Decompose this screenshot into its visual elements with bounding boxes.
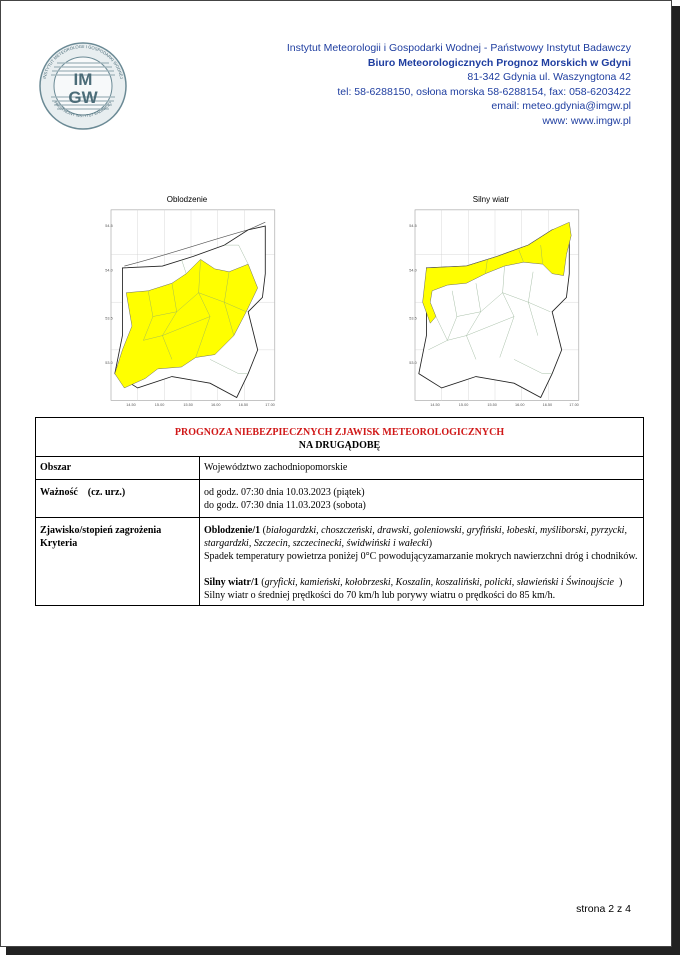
- lat-label: 54.0: [409, 268, 417, 273]
- validity-to: do godz. 07:30 dnia 11.03.2023 (sobota): [204, 500, 366, 511]
- phenomenon-2-counties: gryficki, kamieński, kołobrzeski, Koszalin, koszaliński, policki, sławieński i Świnoujście: [264, 577, 614, 588]
- lon-label: 16.50: [238, 403, 249, 407]
- phenomenon-2-name: Silny wiatr/1: [204, 577, 259, 588]
- area-value: Województwo zachodniopomorskie: [200, 457, 644, 480]
- institution-header: [287, 41, 631, 129]
- map-title-icing: Oblodzenie: [166, 195, 208, 204]
- header-institute: Instytut Meteorologii i Gospodarki Wodnej - Państwowy Instytut Badawczy: [286, 42, 631, 54]
- forecast-title-line1: PROGNOZA NIEBEZPIECZNYCH ZJAWISK METEOROLOGICZNYCH: [174, 427, 505, 438]
- map-wind: [405, 207, 585, 407]
- lon-label: 16.00: [211, 403, 221, 407]
- lon-label: 15.00: [154, 403, 165, 407]
- validity-label: Ważność: [40, 487, 78, 498]
- lon-label: 15.50: [183, 403, 193, 407]
- lon-label: 15.00: [458, 403, 469, 407]
- lat-label: 54.0: [105, 268, 113, 273]
- phenomenon-label-cell: [36, 518, 200, 606]
- page-shadow-right: [672, 6, 680, 952]
- phenomenon-1: Oblodzenie/1 (białogardzki, choszczeński, drawski, goleniowski, gryfiński, łobeski, myśliborski, pyrzycki, stargardzki, Szczecin, szczecinecki, świdwiński i wałecki): [204, 525, 627, 549]
- lat-label: 53.5: [409, 316, 417, 321]
- validity-from: od godz. 07:30 dnia 10.03.2023 (piątek): [204, 487, 365, 498]
- imgw-logo: [35, 41, 131, 131]
- phenomenon-2: Silny wiatr/1 (gryficki, kamieński, kołobrzeski, Koszalin, koszaliński, policki, sławieński i Świnoujście ): [204, 577, 623, 588]
- criteria-label: Kryteria: [40, 538, 78, 549]
- forecast-table: [35, 417, 644, 606]
- phenomenon-details: [200, 518, 644, 606]
- logo-text-bottom: GW: [68, 88, 98, 107]
- logo-ring-text: INSTYTUT METEOROLOGII I GOSPODARKI WODNEJ: [41, 43, 125, 80]
- phenomenon-2-desc: Silny wiatr o średniej prędkości do 70 km/h lub porywy wiatru o prędkości do 85 km/h.: [204, 590, 556, 601]
- page-shadow-bottom: [6, 947, 680, 955]
- header-phone: tel: 58-6288150, osłona morska 58-6288154, fax: 058-6203422: [337, 85, 631, 98]
- header-www[interactable]: www: www.imgw.pl: [542, 114, 631, 127]
- lat-label: 53.5: [105, 316, 113, 321]
- forecast-title-line2: NA DRUGĄDOBĘ: [298, 440, 381, 451]
- phenomenon-1-name: Oblodzenie/1: [204, 525, 261, 536]
- lat-label: 53.0: [105, 361, 113, 366]
- validity-label-cell: [36, 480, 200, 518]
- header-address: 81-342 Gdynia ul. Waszyngtona 42: [467, 71, 631, 84]
- phenomenon-1-desc: Spadek temperatury powietrza poniżej 0°C powodującyzamarzanie mokrych nawierzchni dróg i chodników.: [204, 551, 638, 562]
- forecast-title: [36, 418, 644, 457]
- lat-label: 54.5: [105, 224, 113, 228]
- lon-label: 17.00: [265, 403, 275, 407]
- lat-label: 53.0: [409, 361, 417, 366]
- map-icing: [101, 207, 281, 407]
- area-label: Obszar: [36, 457, 200, 480]
- logo-text-top: IM: [73, 70, 93, 89]
- map-title-wind: Silny wiatr: [472, 195, 510, 204]
- lon-label: 15.50: [487, 403, 497, 407]
- lon-label: 16.00: [515, 403, 525, 407]
- header-bureau: Biuro Meteorologicznych Prognoz Morskich w Gdyni: [367, 56, 631, 69]
- lat-label: 54.5: [409, 224, 417, 228]
- lon-label: 16.50: [542, 403, 553, 407]
- logo-ring-bottom: PAŃSTWOWY INSTYTUT BADAWCZY: [53, 100, 113, 119]
- lon-label: 14.50: [126, 403, 136, 407]
- phenomenon-1-counties: białogardzki, choszczeński, drawski, goleniowski, gryfiński, łobeski, myśliborski, pyrzycki, stargardzki, Szczecin, szczecinecki, świdwiński i wałecki: [204, 525, 627, 549]
- phenomenon-label: Zjawisko/stopień zagrożenia: [40, 525, 162, 536]
- lon-label: 14.50: [430, 403, 440, 407]
- page-number: strona 2 z 4: [576, 903, 631, 915]
- validity-value: [200, 480, 644, 518]
- validity-unit: (cz. urz.): [87, 487, 126, 498]
- header-email[interactable]: email: meteo.gdynia@imgw.pl: [491, 100, 631, 113]
- lon-label: 17.00: [569, 403, 579, 407]
